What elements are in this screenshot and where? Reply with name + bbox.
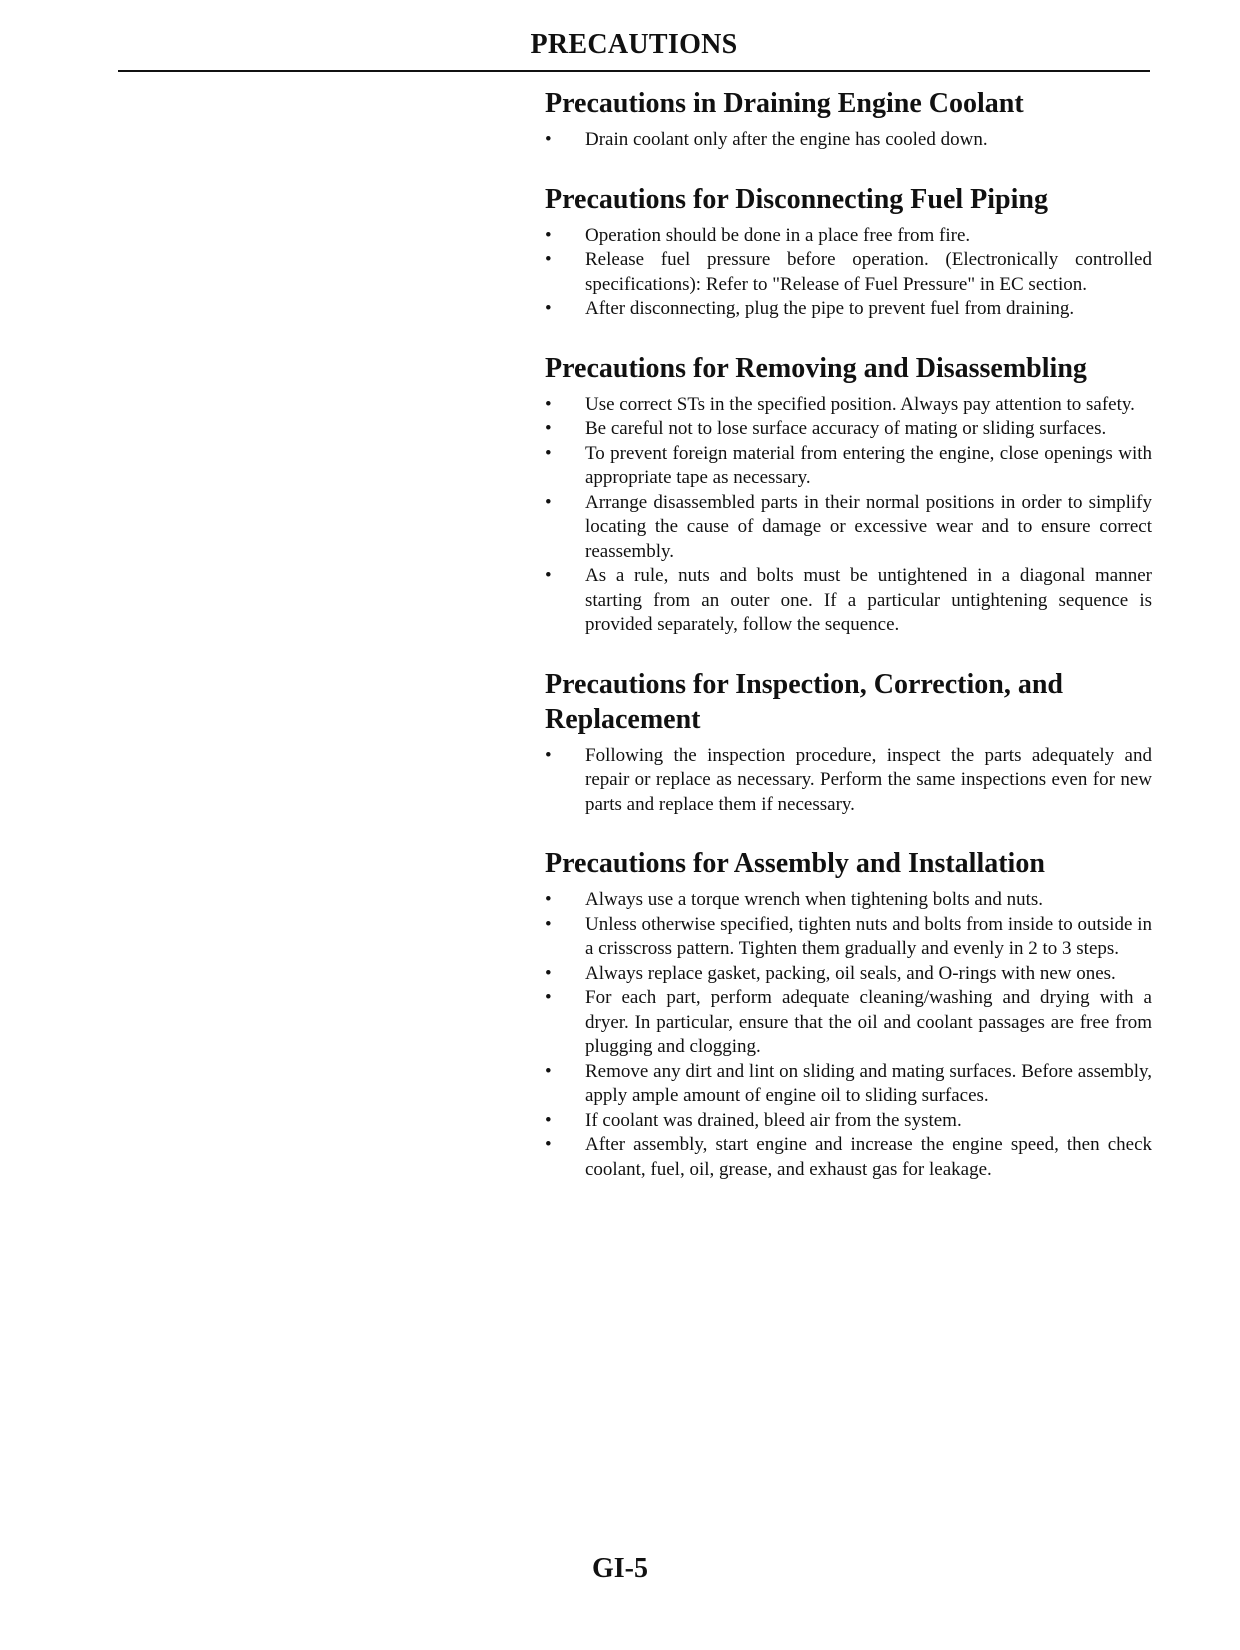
bullet-icon: • [545, 1109, 552, 1131]
page-header [118, 28, 1150, 72]
bullet-icon: • [545, 393, 552, 415]
list-item-text: Drain coolant only after the engine has cooled down. [585, 129, 988, 150]
page-title: PRECAUTIONS [530, 29, 738, 60]
bullet-icon: • [545, 565, 552, 586]
bullet-icon: • [545, 129, 552, 150]
section-inspection-correction-replacement [545, 667, 1152, 818]
list-item-text: Always use a torque wrench when tightening bolts and nuts. [585, 889, 1044, 910]
bullet-icon: • [545, 224, 552, 246]
list-item [545, 248, 1152, 297]
list-item-text: If coolant was drained, bleed air from the system. [585, 1109, 962, 1131]
bullet-icon: • [545, 1134, 552, 1155]
section-title: Precautions for Inspection, Correction, and Replacement [545, 668, 1063, 735]
bullet-list [545, 888, 1152, 1182]
list-item [545, 417, 1152, 442]
bullet-icon: • [545, 442, 552, 464]
bullet-icon: • [545, 744, 552, 766]
list-item-text: Unless otherwise specified, tighten nuts and bolts from inside to outside in a crisscross pattern. Tighten them gradually and evenly in 2 to 3 steps. [585, 913, 1152, 959]
bullet-icon: • [545, 962, 552, 984]
list-item [545, 442, 1152, 491]
list-item [545, 224, 1152, 249]
bullet-icon: • [545, 418, 552, 439]
bullet-icon: • [545, 987, 552, 1008]
section-title: Precautions for Removing and Disassembling [545, 352, 1087, 384]
list-item-text: After disconnecting, plug the pipe to prevent fuel from draining. [585, 298, 1075, 319]
section-disconnecting-fuel-piping [545, 182, 1152, 322]
section-title: Precautions for Disconnecting Fuel Piping [545, 183, 1048, 215]
list-item [545, 393, 1152, 418]
list-item [545, 888, 1152, 913]
bullet-icon: • [545, 913, 552, 935]
bullet-icon: • [545, 298, 552, 319]
list-item-text: Use correct STs in the specified position. Always pay attention to safety. [585, 393, 1135, 415]
list-item-text: After assembly, start engine and increase the engine speed, then check coolant, fuel, oil, grease, and exhaust gas for leakage. [585, 1134, 1152, 1180]
bullet-icon: • [545, 1060, 552, 1082]
list-item [545, 962, 1152, 987]
list-item-text: For each part, perform adequate cleaning/washing and drying with a dryer. In particular, ensure that the oil and coolant passages are free from plugging and clogging. [585, 987, 1152, 1057]
section-draining-engine-coolant [545, 86, 1152, 153]
list-item-text: As a rule, nuts and bolts must be untightened in a diagonal manner starting from an outer one. If a particular untightening sequence is provided separately, follow the sequence. [585, 565, 1152, 635]
list-item [545, 491, 1152, 565]
list-item [545, 1133, 1152, 1182]
bullet-icon: • [545, 889, 552, 910]
list-item-text: To prevent foreign material from entering the engine, close openings with appropriate tape as necessary. [585, 442, 1152, 488]
list-item-text: Arrange disassembled parts in their normal positions in order to simplify locating the cause of damage or excessive wear and to ensure correct reassembly. [585, 491, 1152, 562]
list-item [545, 564, 1152, 638]
list-item-text: Following the inspection procedure, inspect the parts adequately and repair or replace as necessary. Perform the same inspections even for new parts and replace them if necessary. [585, 744, 1152, 815]
list-item-text: Remove any dirt and lint on sliding and mating surfaces. Before assembly, apply ample amount of engine oil to sliding surfaces. [585, 1060, 1152, 1106]
bullet-list [545, 393, 1152, 638]
list-item [545, 986, 1152, 1060]
bullet-icon: • [545, 491, 552, 513]
list-item [545, 1109, 1152, 1134]
list-item-text: Operation should be done in a place free from fire. [585, 224, 971, 246]
page-number: GI-5 [592, 1553, 648, 1584]
bullet-list [545, 224, 1152, 322]
list-item [545, 128, 1152, 153]
content-column [545, 86, 1152, 1211]
bullet-icon: • [545, 249, 552, 270]
list-item-text: Release fuel pressure before operation. (Electronically controlled specifications): Refer to "Release of Fuel Pressure" in EC section. [585, 249, 1152, 295]
section-title: Precautions in Draining Engine Coolant [545, 88, 1024, 119]
list-item [545, 297, 1152, 322]
list-item [545, 913, 1152, 962]
bullet-list [545, 128, 1152, 153]
list-item [545, 1060, 1152, 1109]
section-title: Precautions for Assembly and Installation [545, 848, 1045, 879]
section-assembly-and-installation [545, 846, 1152, 1182]
section-removing-and-disassembling [545, 351, 1152, 638]
list-item [545, 744, 1152, 818]
list-item-text: Always replace gasket, packing, oil seals, and O-rings with new ones. [585, 962, 1116, 984]
list-item-text: Be careful not to lose surface accuracy of mating or sliding surfaces. [585, 418, 1107, 439]
bullet-list [545, 744, 1152, 818]
